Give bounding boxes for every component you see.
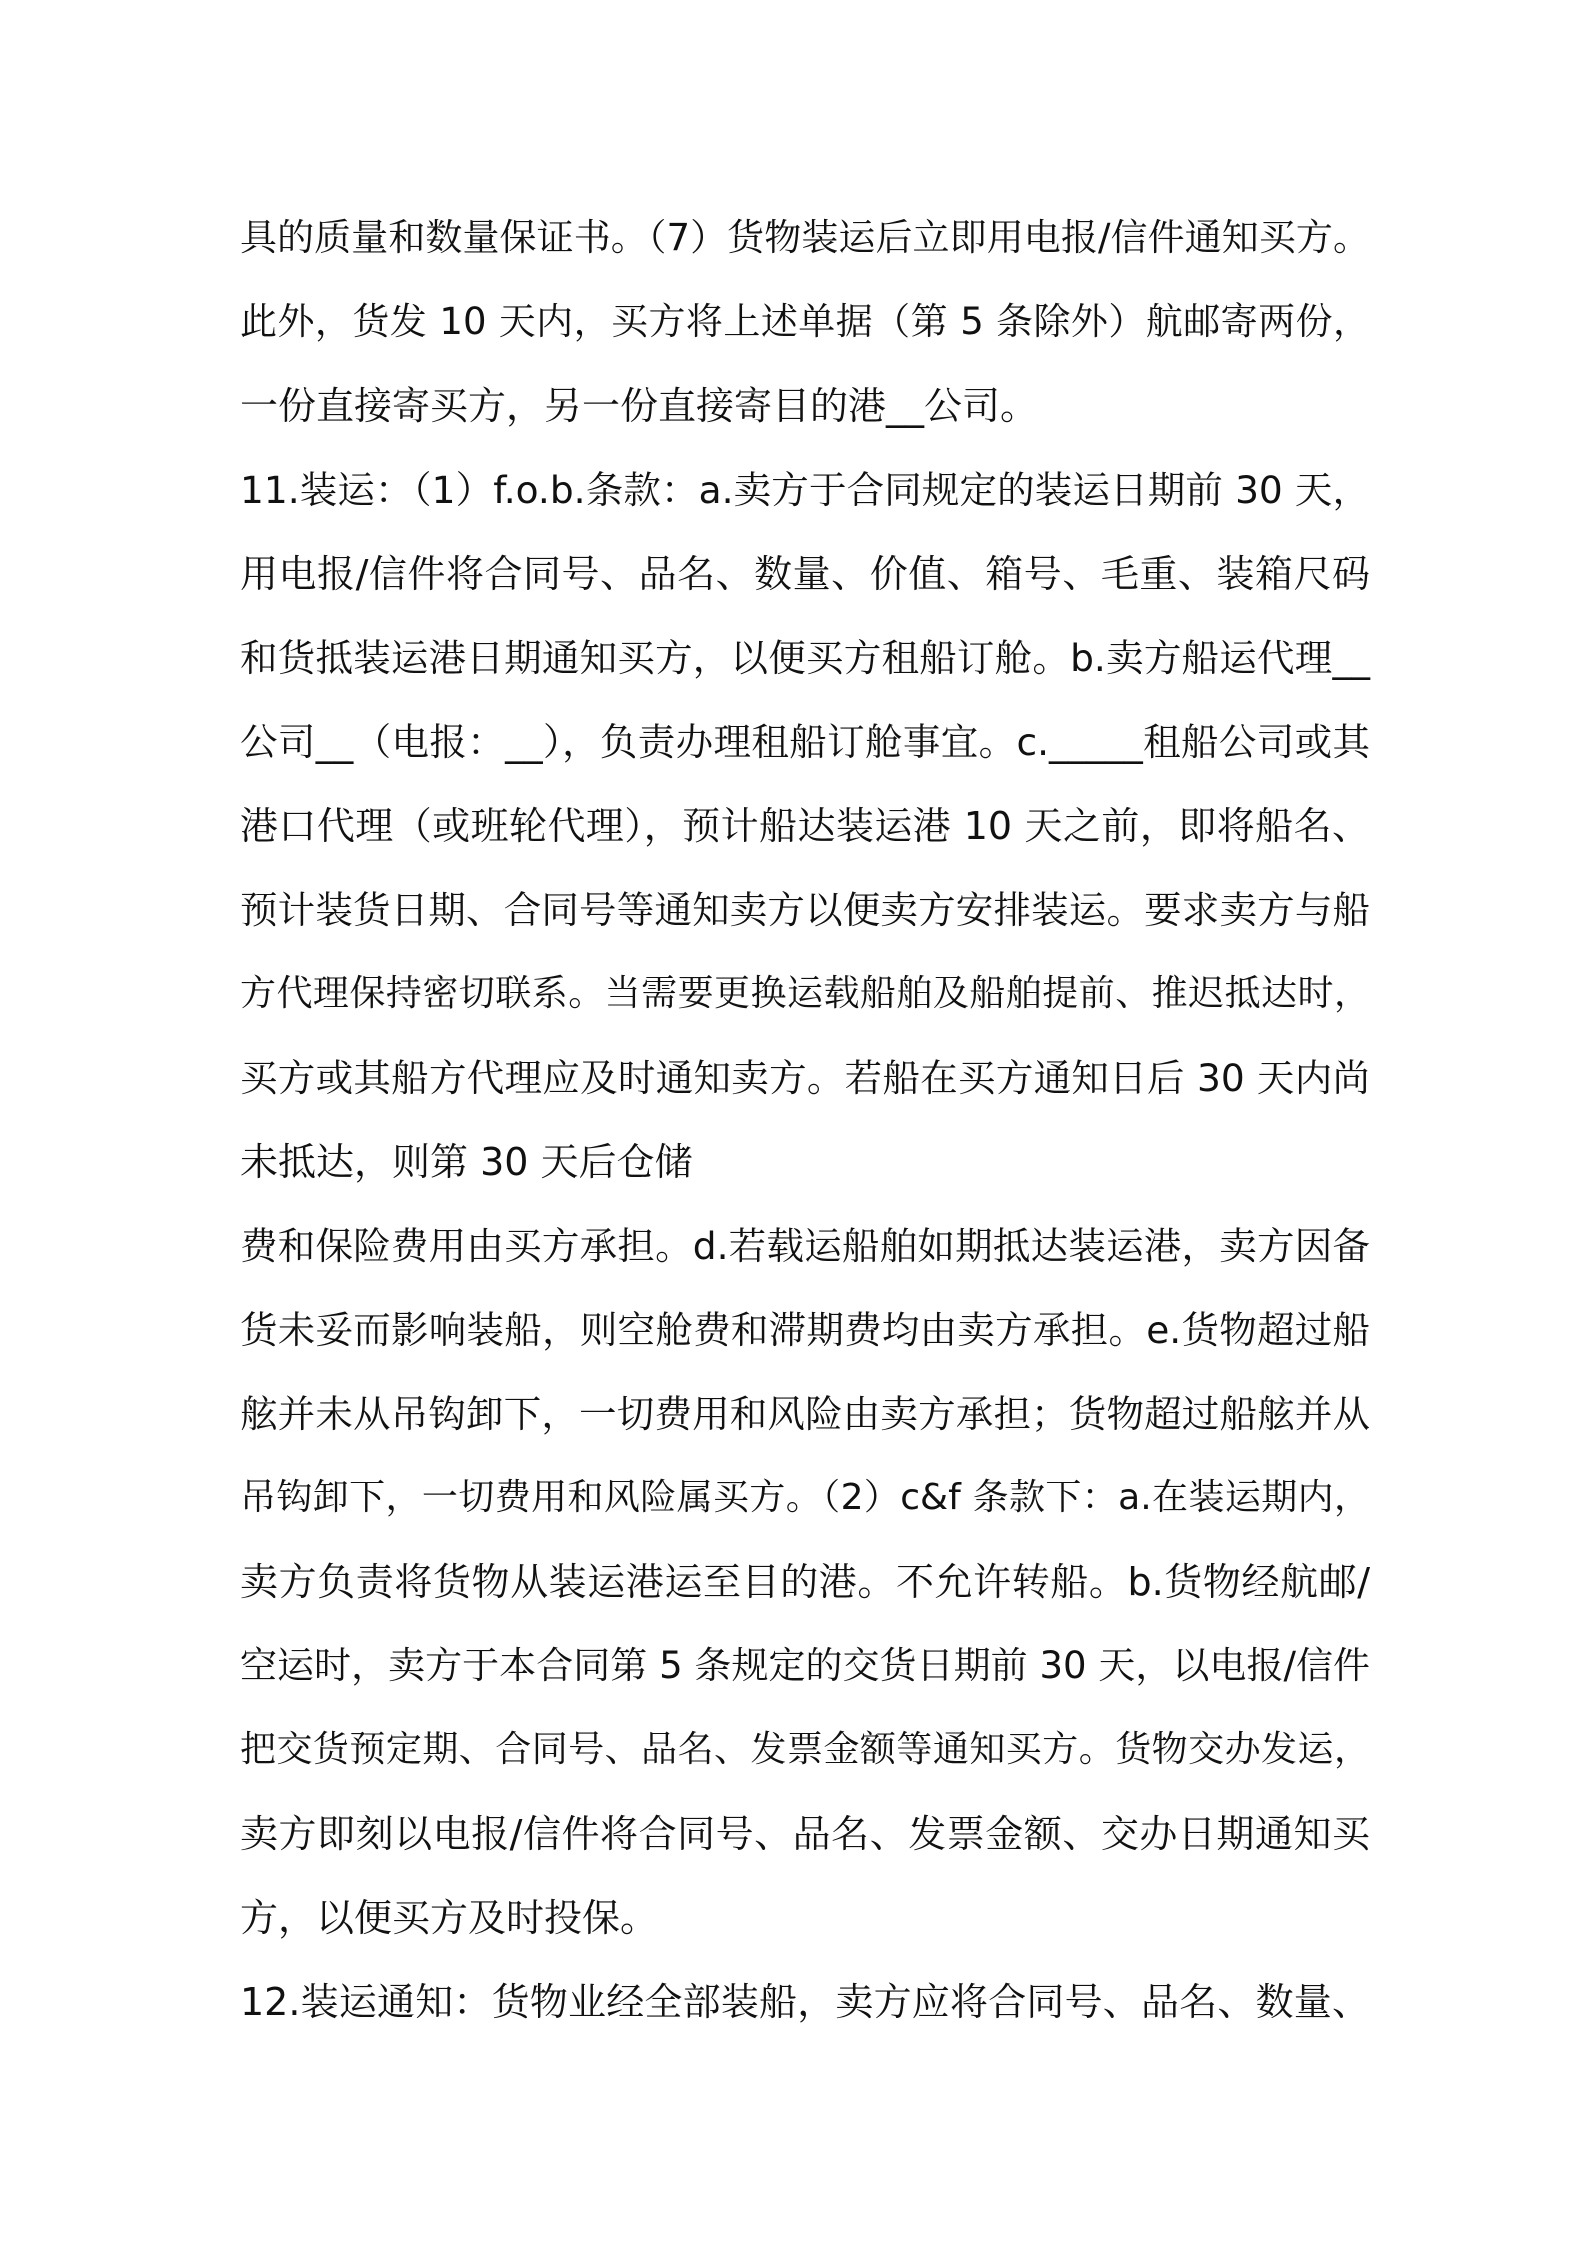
text-line-4: 11.装运：（1）f.o.b.条款：a.卖方于合同规定的装运日期前 30 天，: [240, 468, 1370, 512]
text-line-5: 用电报/信件将合同号、品名、数量、价值、箱号、毛重、装箱尺码: [240, 552, 1370, 596]
text-line-13: 费和保险费用由买方承担。d.若载运船舶如期抵达装运港，卖方因备: [240, 1224, 1370, 1268]
text-line-11: 买方或其船方代理应及时通知卖方。若船在买方通知日后 30 天内尚: [240, 1056, 1370, 1100]
text-line-7: 公司__（电报：__），负责办理租船订舱事宜。c._____租船公司或其: [240, 720, 1370, 764]
text-line-21: 方，以便买方及时投保。: [240, 1896, 659, 1940]
text-line-19: 把交货预定期、合同号、品名、发票金额等通知买方。货物交办发运，: [240, 1729, 1370, 1770]
text-line-17: 卖方负责将货物从装运港运至目的港。不允许转船。b.货物经航邮/: [240, 1560, 1370, 1604]
contract-text-block: [240, 196, 1370, 2044]
text-line-16: 吊钩卸下，一切费用和风险属买方。（2）c&f 条款下：a.在装运期内，: [240, 1477, 1370, 1518]
text-line-15: 舷并未从吊钩卸下，一切费用和风险由卖方承担；货物超过船舷并从: [240, 1392, 1370, 1436]
text-line-14: 货未妥而影响装船，则空舱费和滞期费均由卖方承担。e.货物超过船: [240, 1308, 1370, 1352]
text-line-8: 港口代理（或班轮代理），预计船达装运港 10 天之前，即将船名、: [240, 804, 1370, 848]
text-line-20: 卖方即刻以电报/信件将合同号、品名、发票金额、交办日期通知买: [240, 1812, 1370, 1856]
text-line-1: 具的质量和数量保证书。（7）货物装运后立即用电报/信件通知买方。: [240, 216, 1370, 259]
text-line-22: 12.装运通知：货物业经全部装船，卖方应将合同号、品名、数量、: [240, 1980, 1370, 2024]
text-line-2: 此外，货发 10 天内，买方将上述单据（第 5 条除外）航邮寄两份，: [240, 300, 1370, 343]
text-line-18: 空运时，卖方于本合同第 5 条规定的交货日期前 30 天，以电报/信件: [240, 1644, 1370, 1687]
text-line-10: 方代理保持密切联系。当需要更换运载船舶及船舶提前、推迟抵达时，: [240, 973, 1370, 1014]
text-line-6: 和货抵装运港日期通知买方，以便买方租船订舱。b.卖方船运代理__: [240, 636, 1370, 680]
text-line-3: 一份直接寄买方，另一份直接寄目的港__公司。: [240, 384, 1039, 428]
text-line-9: 预计装货日期、合同号等通知卖方以便卖方安排装运。要求卖方与船: [240, 888, 1370, 932]
text-line-12: 未抵达，则第 30 天后仓储: [240, 1140, 693, 1184]
